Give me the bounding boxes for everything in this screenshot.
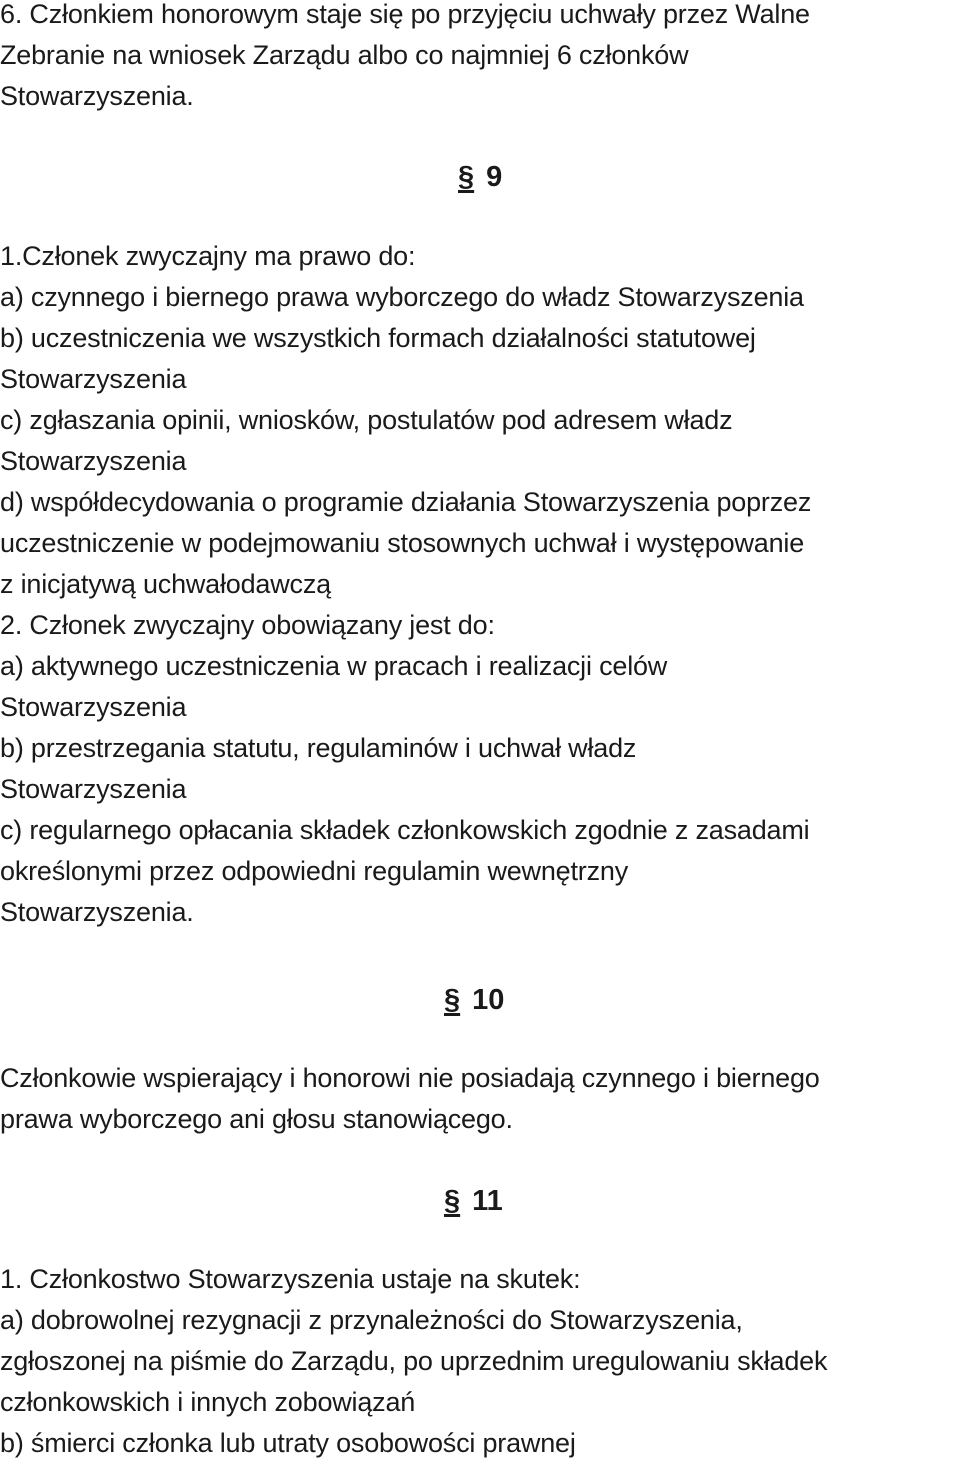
text-line: uczestniczenie w podejmowaniu stosownych uchwał i występowanie (0, 528, 805, 558)
text-line: Zebranie na wniosek Zarządu albo co najmniej 6 członków (0, 40, 689, 70)
text-line: d) współdecydowania o programie działania Stowarzyszenia poprzez (0, 487, 812, 517)
text-line: a) czynnego i biernego prawa wyborczego do władz Stowarzyszenia (0, 282, 804, 312)
text-line: 1. Członkostwo Stowarzyszenia ustaje na skutek: (0, 1264, 581, 1294)
section-symbol: § (444, 984, 461, 1016)
section-symbol: § (458, 161, 475, 193)
section-number: 11 (472, 1185, 503, 1217)
text-line: 2. Członek zwyczajny obowiązany jest do: (0, 610, 495, 640)
section-heading-10 (444, 980, 504, 1020)
text-line: b) przestrzegania statutu, regulaminów i uchwał władz (0, 733, 637, 763)
text-line: Stowarzyszenia. (0, 81, 194, 111)
text-line: Stowarzyszenia. (0, 897, 194, 927)
section-number: 10 (472, 984, 505, 1016)
text-line: Stowarzyszenia (0, 446, 187, 476)
text-line: a) dobrowolnej rezygnacji z przynależności do Stowarzyszenia, (0, 1305, 743, 1335)
text-line: a) aktywnego uczestniczenia w pracach i realizacji celów (0, 651, 668, 681)
text-line: c) zgłaszania opinii, wniosków, postulatów pod adresem władz (0, 405, 733, 435)
text-line: b) śmierci członka lub utraty osobowości prawnej (0, 1428, 576, 1458)
text-line: 6. Członkiem honorowym staje się po przyjęciu uchwały przez Walne (0, 0, 810, 29)
text-line: Członkowie wspierający i honorowi nie posiadają czynnego i biernego (0, 1063, 820, 1093)
text-line: Stowarzyszenia (0, 774, 187, 804)
text-line: z inicjatywą uchwałodawczą (0, 569, 331, 599)
text-line: Stowarzyszenia (0, 692, 187, 722)
text-line: 1.Członek zwyczajny ma prawo do: (0, 241, 416, 271)
section-heading-9 (458, 157, 502, 197)
text-line: określonymi przez odpowiedni regulamin wewnętrzny (0, 856, 628, 886)
text-line: Stowarzyszenia (0, 364, 187, 394)
section-symbol: § (444, 1185, 461, 1217)
text-line: członkowskich i innych zobowiązań (0, 1387, 416, 1417)
text-line: c) regularnego opłacania składek członkowskich zgodnie z zasadami (0, 815, 810, 845)
text-line: prawa wyborczego ani głosu stanowiącego. (0, 1104, 513, 1134)
section-number: 9 (486, 161, 503, 193)
text-line: b) uczestniczenia we wszystkich formach działalności statutowej (0, 323, 756, 353)
section-heading-11 (444, 1181, 503, 1221)
text-line: zgłoszonej na piśmie do Zarządu, po uprzednim uregulowaniu składek (0, 1346, 828, 1376)
